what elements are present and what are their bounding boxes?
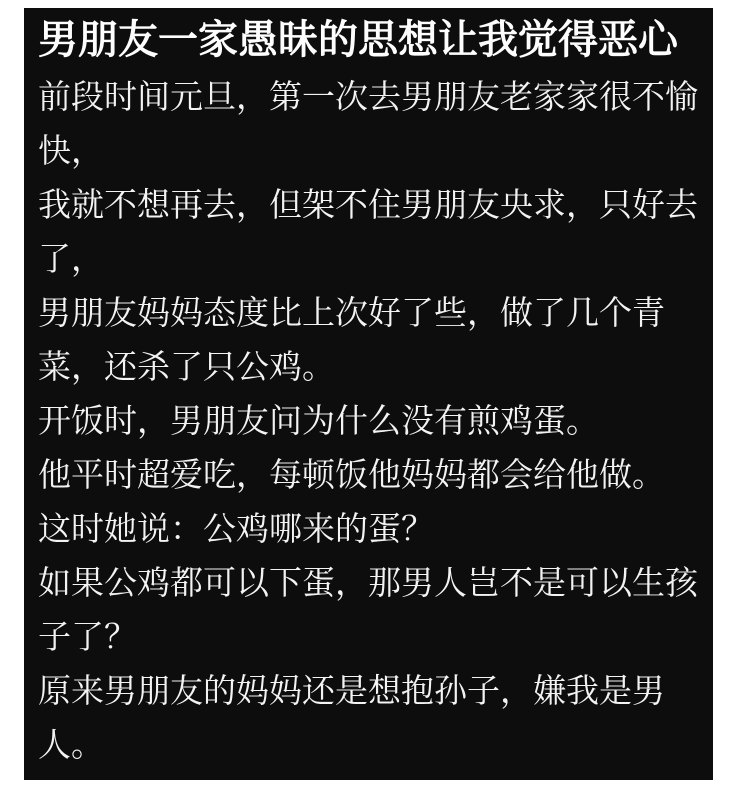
post-paragraph: 如果公鸡都可以下蛋，那男人岂不是可以生孩子了？ — [38, 564, 698, 655]
post-paragraph: 我就不想再去，但架不住男朋友央求，只好去了， — [38, 186, 698, 277]
post-paragraph: 这时她说：公鸡哪来的蛋？ — [38, 510, 434, 547]
post-paragraph: 他平时超爱吃，每顿饭他妈妈都会给他做。 — [38, 456, 665, 493]
post-paragraph: 男朋友妈妈态度比上次好了些，做了几个青菜，还杀了只公鸡。 — [38, 294, 665, 385]
post-paragraph: 开饭时，男朋友问为什么没有煎鸡蛋。 — [38, 402, 599, 439]
post-paragraph: 前段时间元旦，第一次去男朋友老家家很不愉快， — [38, 78, 698, 169]
post-body — [38, 70, 700, 772]
post-paragraph: 原来男朋友的妈妈还是想抱孙子，嫌我是男人。 — [38, 672, 665, 763]
post-title: 男朋友一家愚昧的思想让我觉得恶心 — [38, 18, 678, 62]
post-text-card — [24, 8, 713, 780]
